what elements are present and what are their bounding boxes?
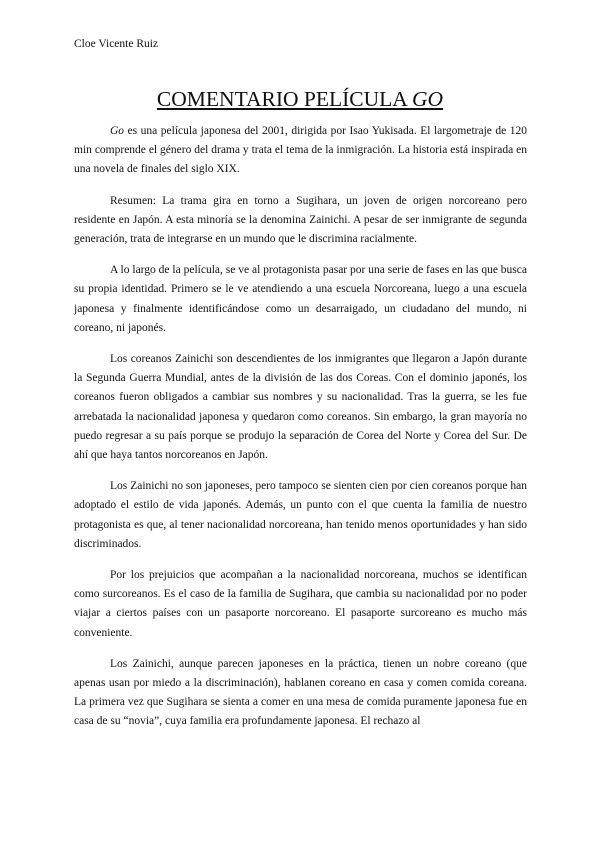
title-film: GO	[412, 87, 444, 111]
film-name: Go	[110, 125, 125, 137]
paragraph-intro	[74, 122, 527, 180]
paragraph-prejudice: Por los prejuicios que acompañan a la nacionalidad norcoreana, muchos se identifican como surcoreanos. Es el caso de la familia de Sugihara, que cambia su nacionalidad por no poder viajar a ciertos países con un pasaporte norcoreano. El pasaporte surcoreano es mucho más conveniente.	[74, 569, 527, 639]
document-body	[74, 122, 527, 732]
paragraph-summary: Resumen: La trama gira en torno a Sugihara, un joven de origen norcoreano pero residente en Japón. A esta minoría se la denomina Zainichi. A pesar de ser inmigrante de segunda generación, trata de integrarse en un mundo que le discrimina racialmente.	[74, 194, 527, 246]
paragraph-zainichi: Los Zainichi no son japoneses, pero tampoco se sienten cien por cien coreanos porque han adoptado el estilo de vida japonés. Además, un punto con el que cuenta la familia de nuestro protagonista es que, al tener nacionalidad norcoreana, han tenido menos oportunidades y han sido discriminados.	[74, 480, 527, 550]
paragraph-identity: A lo largo de la película, se ve al protagonista pasar por una serie de fases en las que busca su propia identidad. Primero se le ve atendiendo a una escuela Norcoreana, luego a una escuela japonesa y finalmente identificándose como un desarraigado, un ciudadano del mundo, ni coreano, ni japonés.	[74, 264, 527, 334]
author-name: Cloe Vicente Ruiz	[74, 38, 159, 50]
page-title	[0, 86, 600, 112]
paragraph-intro-text: es una película japonesa del 2001, dirigida por Isao Yukisada. El largometraje de 120 min comprende el género del drama y trata el tema de la inmigración. La historia está inspirada en una novela de finales del siglo XIX.	[74, 125, 527, 176]
paragraph-history: Los coreanos Zainichi son descendientes de los inmigrantes que llegaron a Japón durante la Segunda Guerra Mundial, antes de la división de las dos Coreas. Con el dominio japonés, los coreanos fueron obligados a cambiar sus nombres y su nacionalidad. Tras la guerra, se les fue arrebatada la nacionalidad japonesa y quedaron como coreanos. Sin embargo, la gran mayoría no puedo regresar a su país porque se produjo la separación de Corea del Norte y Corea del Sur. De ahí que haya tantos norcoreanos en Japón.	[74, 353, 527, 462]
title-main: COMENTARIO PELÍCULA	[156, 87, 413, 111]
paragraph-culture: Los Zainichi, aunque parecen japoneses en la práctica, tienen un nobre coreano (que apenas usan por miedo a la discriminación), hablanen coreano en casa y comen comida coreana. La primera vez que Sugihara se sienta a comer en una mesa de comida puramente japonesa fue en casa de su “novia”, cuya familia era profundamente japonesa. El rechazo al	[74, 657, 527, 728]
